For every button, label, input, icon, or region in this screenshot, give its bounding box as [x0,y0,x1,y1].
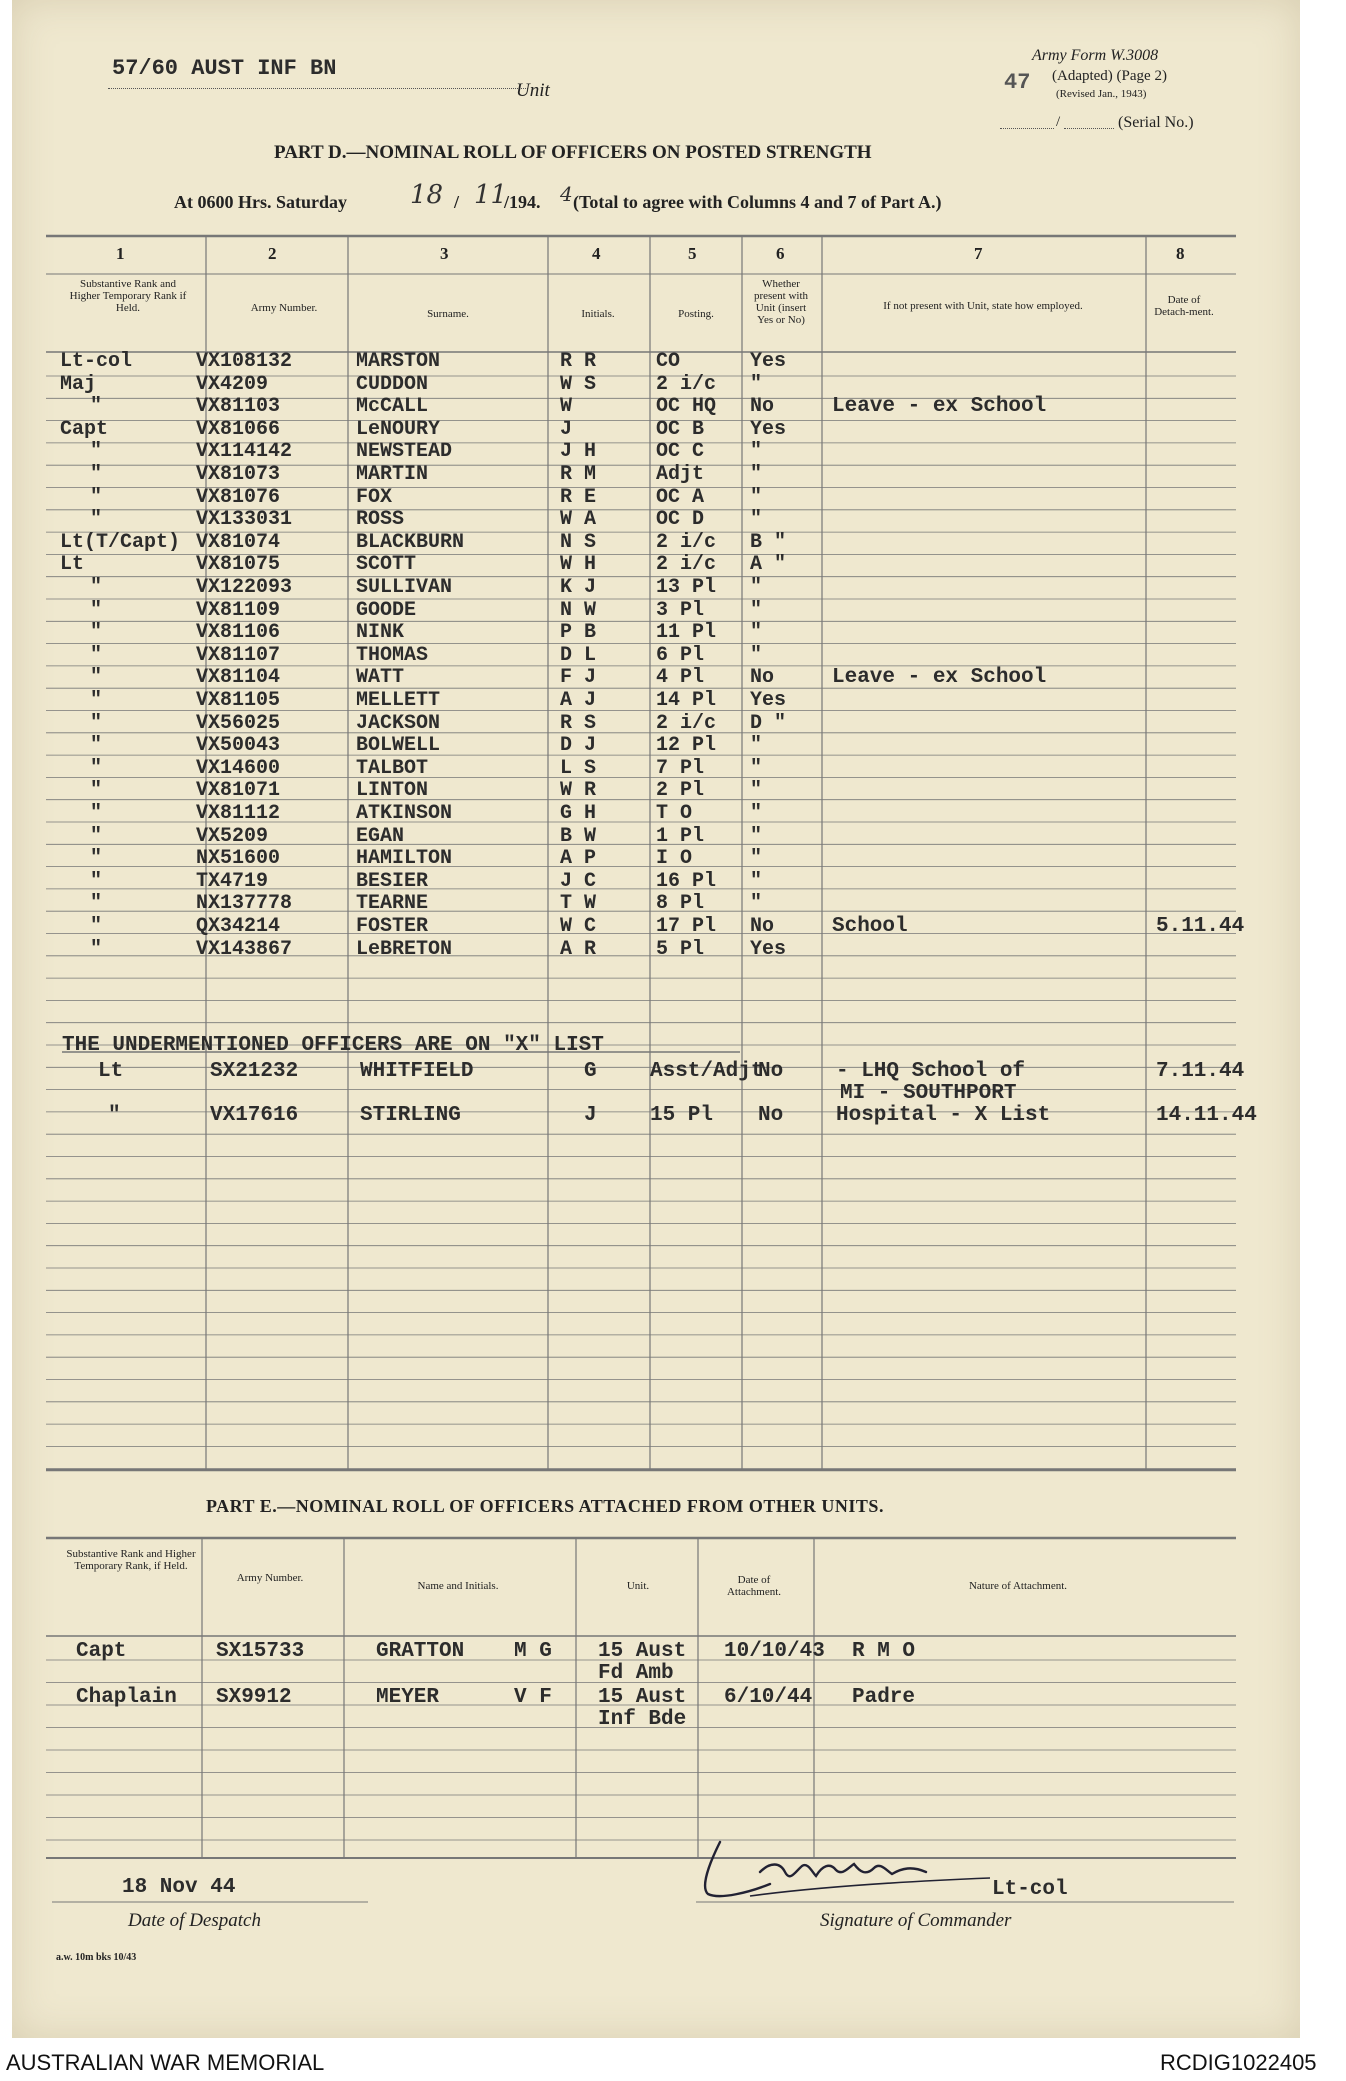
posting-cell: 4 Pl [656,666,705,690]
surname-cell: EGAN [356,824,405,848]
rank-cell: " [90,937,103,961]
rank-cell: Chaplain [76,1686,177,1709]
surname-cell: JACKSON [356,711,441,735]
posting-cell: Asst/Adjt [650,1060,764,1083]
posting-cell: 12 Pl [656,734,717,758]
attachment-date-cell: 10/10/43 [724,1640,825,1663]
rank-cell: " [90,734,103,758]
army-number-cell: VX81104 [196,666,281,690]
posting-cell: T O [656,802,693,825]
posting-cell: 1 Pl [656,824,705,848]
army-number-cell: VX17616 [210,1104,299,1127]
initials-cell: N S [560,530,597,554]
present-cell: " [750,485,763,509]
present-cell: " [750,869,763,893]
army-number-cell: VX81071 [196,779,281,803]
posting-cell: 2 i/c [656,530,717,554]
date-slash: / [454,192,460,212]
present-cell: " [750,621,763,645]
unit-value: 57/60 AUST INF BN [112,56,337,81]
present-cell: " [750,643,763,667]
initials-cell: W A [560,508,597,532]
present-cell: Yes [750,689,787,712]
col-header-present: Whether present with Unit (insert Yes or No) [753,278,809,326]
army-number-cell: VX81073 [196,463,281,486]
col-header-detachment-date: Date of Detach-ment. [1154,294,1214,318]
detachment-date-cell: 14.11.44 [1156,1104,1257,1127]
posting-cell: OC C [656,440,705,464]
present-cell: No [758,1104,784,1127]
rank-cell: " [90,802,103,825]
rank-cell: Capt [76,1640,127,1663]
army-number-cell: VX81066 [196,417,281,441]
surname-cell: MARTIN [356,463,429,486]
unit-label: Unit [516,80,550,101]
pe-header-nature: Nature of Attachment. [968,1580,1068,1592]
initials-cell: B W [560,824,597,848]
army-number-cell: NX137778 [196,892,293,916]
present-cell: " [750,779,763,803]
initials-cell: G [584,1060,597,1083]
rank-cell: " [90,598,103,622]
initials-cell: R M [560,463,597,486]
surname-cell: SCOTT [356,553,417,577]
present-cell: " [750,372,763,396]
rank-cell: " [108,1104,121,1127]
posting-cell: 2 i/c [656,553,717,577]
surname-cell: ATKINSON [356,802,453,825]
present-cell: " [750,598,763,622]
surname-cell: BESIER [356,869,429,893]
initials-cell: W R [560,779,597,803]
rank-cell: " [90,621,103,645]
col-header-rank: Substantive Rank and Higher Temporary Rank if Held. [69,278,187,314]
rank-cell: Lt [60,553,85,577]
present-cell: " [750,847,763,871]
date-month: 11 [474,180,508,210]
initials-cell: L S [560,756,597,780]
col-number-8: 8 [1176,244,1185,263]
pe-header-army-number: Army Number. [236,1572,304,1584]
present-cell: No [750,395,775,419]
initials-cell: R R [560,350,597,373]
rank-cell: " [90,892,103,916]
col-header-posting: Posting. [678,308,714,320]
army-number-cell: VX133031 [196,508,293,532]
posting-cell: 7 Pl [656,756,705,780]
present-cell: No [750,666,775,690]
unit-cell: 15 Aust [598,1640,687,1663]
rank-cell: " [90,395,103,419]
army-number-cell: SX9912 [216,1686,292,1709]
col-number-3: 3 [440,244,449,263]
army-number-cell: VX81109 [196,598,281,622]
army-number-cell: TX4719 [196,869,269,893]
present-cell: Yes [750,937,787,961]
initials-cell: D L [560,643,597,667]
surname-cell: NINK [356,621,405,645]
army-number-cell: VX14600 [196,756,281,780]
rank-cell: Maj [60,372,97,396]
initials-cell: W H [560,553,597,577]
detachment-date-cell: 7.11.44 [1156,1060,1245,1083]
posting-cell: 16 Pl [656,869,717,893]
employment-cell: Leave - ex School [832,666,1047,690]
initials-cell: D J [560,734,597,758]
posting-cell: I O [656,847,693,871]
posting-cell: 15 Pl [650,1104,714,1127]
employment-cell: School [832,915,908,938]
present-cell: " [750,802,763,825]
col-header-initials: Initials. [581,308,615,320]
rank-cell: " [90,643,103,667]
col-number-2: 2 [268,244,277,263]
posting-cell: 2 i/c [656,711,717,735]
rank-cell: " [90,756,103,780]
date-prefix: At 0600 Hrs. Saturday [174,192,348,212]
surname-cell: TALBOT [356,756,429,780]
form-revised: (Revised Jan., 1943) [1056,88,1147,100]
army-number-cell: VX114142 [196,440,293,464]
present-cell: Yes [750,350,787,373]
pe-header-attach-date: Date of Attachment. [726,1574,782,1598]
name-cell: GRATTON [376,1640,465,1663]
surname-cell: LeBRETON [356,937,453,961]
surname-cell: GOODE [356,598,417,622]
rank-cell: " [90,869,103,893]
initials-cell: W C [560,915,597,938]
date-year: /194. [504,192,541,212]
army-number-cell: VX122093 [196,576,293,599]
serial-label: (Serial No.) [1118,114,1194,131]
initials-cell: P B [560,621,597,645]
rank-cell: " [90,576,103,599]
surname-cell: FOX [356,485,393,509]
surname-cell: BOLWELL [356,734,441,758]
present-cell: " [750,756,763,780]
present-cell: No [758,1060,784,1083]
date-suffix: (Total to agree with Columns 4 and 7 of Part A.) [573,192,942,212]
rank-cell: " [90,666,103,690]
pe-header-name: Name and Initials. [417,1580,499,1592]
employment-cell: - LHQ School of [836,1060,1026,1083]
surname-cell: McCALL [356,395,429,419]
initials-cell: K J [560,576,597,599]
archive-id: RCDIG1022405 [1160,2050,1317,2075]
initials-cell: J C [560,869,597,893]
initials-cell: J [560,417,573,441]
initials-cell: T W [560,892,597,916]
present-cell: " [750,824,763,848]
surname-cell: THOMAS [356,643,429,667]
form-adapted: (Adapted) (Page 2) [1052,68,1167,84]
posting-cell: OC D [656,508,705,532]
rank-cell: " [90,485,103,509]
rank-cell: Lt-col [60,350,133,373]
posting-cell: 14 Pl [656,689,717,712]
posting-cell: 8 Pl [656,892,705,916]
rank-cell: " [90,689,103,712]
present-cell: B " [750,530,787,554]
army-number-cell: VX56025 [196,711,281,735]
signature-rank: Lt-col [992,1878,1068,1901]
col-number-6: 6 [776,244,785,263]
army-number-cell: VX81105 [196,689,281,712]
rank-cell: " [90,508,103,532]
initials-cell: R E [560,485,597,509]
unit-cell-cont: Inf Bde [598,1708,687,1731]
form-stamp: 47 [1004,70,1031,95]
army-number-cell: VX81074 [196,530,281,554]
form-title: Army Form W.3008 [1032,47,1159,64]
name-cell: MEYER [376,1686,440,1709]
initials-cell: W S [560,372,597,396]
date-year-digit: 4 [560,182,573,206]
army-number-cell: SX15733 [216,1640,305,1663]
initials-cell: A R [560,937,597,961]
date-day: 18 [410,180,444,210]
detachment-date-cell: 5.11.44 [1156,915,1245,938]
surname-cell: TEARNE [356,892,429,916]
posting-cell: 6 Pl [656,643,705,667]
rank-cell: Capt [60,417,109,441]
rank-cell: " [90,824,103,848]
surname-cell: LINTON [356,779,429,803]
printer-note: a.w. 10m bks 10/43 [56,1952,137,1963]
posting-cell: OC A [656,485,705,509]
surname-cell: NEWSTEAD [356,440,453,464]
employment-cell-cont: MI - SOUTHPORT [840,1082,1017,1105]
despatch-label: Date of Despatch [128,1910,261,1931]
rank-cell: " [90,915,103,938]
archive-credit: AUSTRALIAN WAR MEMORIAL [6,2050,325,2075]
army-number-cell: VX108132 [196,350,293,373]
part-d-title: PART D.—NOMINAL ROLL OF OFFICERS ON POSTED STRENGTH [274,142,872,163]
serial-slash: / [1056,114,1061,130]
part-e-title: PART E.—NOMINAL ROLL OF OFFICERS ATTACHED FROM OTHER UNITS. [206,1496,884,1516]
rank-cell: " [90,779,103,803]
posting-cell: Adjt [656,463,705,486]
army-number-cell: VX5209 [196,824,269,848]
col-number-4: 4 [592,244,601,263]
despatch-date: 18 Nov 44 [122,1876,236,1899]
posting-cell: 11 Pl [656,621,717,645]
initials-cell: W [560,395,573,419]
surname-cell: STIRLING [360,1104,461,1127]
pe-header-unit: Unit. [626,1580,650,1592]
pe-header-rank: Substantive Rank and Higher Temporary Rank, if Held. [66,1548,196,1572]
surname-cell: LeNOURY [356,417,441,441]
present-cell: " [750,440,763,464]
surname-cell: ROSS [356,508,405,532]
col-header-army-number: Army Number. [250,302,318,314]
army-number-cell: NX51600 [196,847,281,871]
present-cell: " [750,892,763,916]
army-number-cell: QX34214 [196,915,281,938]
unit-cell-cont: Fd Amb [598,1662,674,1685]
rank-cell: Lt [98,1060,124,1083]
army-number-cell: VX81076 [196,485,281,509]
nature-cell: R M O [852,1640,916,1663]
initials-cell: F J [560,666,597,690]
posting-cell: 2 i/c [656,372,717,396]
posting-cell: CO [656,350,681,373]
rank-cell: " [90,440,103,464]
posting-cell: 2 Pl [656,779,705,803]
rank-cell: " [90,711,103,735]
present-cell: " [750,734,763,758]
rank-cell: Lt(T/Capt) [60,530,181,554]
army-number-cell: SX21232 [210,1060,299,1083]
rank-cell: " [90,463,103,486]
surname-cell: MELLETT [356,689,441,712]
employment-cell: Leave - ex School [832,395,1047,419]
present-cell: A " [750,553,787,577]
posting-cell: 17 Pl [656,915,717,938]
surname-cell: FOSTER [356,915,429,938]
army-number-cell: VX4209 [196,372,269,396]
present-cell: No [750,915,775,938]
col-number-7: 7 [974,244,983,263]
initials-cell: V F [514,1686,552,1709]
col-header-surname: Surname. [427,308,469,320]
col-header-employed: If not present with Unit, state how employed. [883,300,1083,312]
present-cell: " [750,576,763,599]
posting-cell: OC B [656,417,705,441]
attachment-date-cell: 6/10/44 [724,1686,813,1709]
initials-cell: A P [560,847,597,871]
present-cell: D " [750,711,787,735]
commander-signature [690,1832,1010,1904]
surname-cell: WHITFIELD [360,1060,474,1083]
initials-cell: J H [560,440,597,464]
nature-cell: Padre [852,1686,916,1709]
army-number-cell: VX81107 [196,643,281,667]
army-number-cell: VX81103 [196,395,281,419]
posting-cell: OC HQ [656,395,717,419]
surname-cell: CUDDON [356,372,429,396]
army-number-cell: VX81075 [196,553,281,577]
posting-cell: 13 Pl [656,576,717,599]
initials-cell: N W [560,598,597,622]
col-number-5: 5 [688,244,697,263]
initials-cell: R S [560,711,597,735]
unit-cell: 15 Aust [598,1686,687,1709]
army-number-cell: VX81106 [196,621,281,645]
employment-cell: Hospital - X List [836,1104,1051,1127]
surname-cell: MARSTON [356,350,441,373]
col-number-1: 1 [116,244,125,263]
present-cell: Yes [750,417,787,441]
present-cell: " [750,508,763,532]
rank-cell: " [90,847,103,871]
surname-cell: SULLIVAN [356,576,453,599]
army-number-cell: VX81112 [196,802,281,825]
surname-cell: BLACKBURN [356,530,465,554]
posting-cell: 3 Pl [656,598,705,622]
surname-cell: HAMILTON [356,847,453,871]
present-cell: " [750,463,763,486]
initials-cell: J [584,1104,597,1127]
initials-cell: G H [560,802,597,825]
x-list-heading: THE UNDERMENTIONED OFFICERS ARE ON "X" LIST [62,1034,604,1057]
initials-cell: M G [514,1640,552,1663]
army-number-cell: VX143867 [196,937,293,961]
surname-cell: WATT [356,666,405,690]
initials-cell: A J [560,689,597,712]
posting-cell: 5 Pl [656,937,705,961]
signature-label: Signature of Commander [820,1910,1012,1931]
army-number-cell: VX50043 [196,734,281,758]
